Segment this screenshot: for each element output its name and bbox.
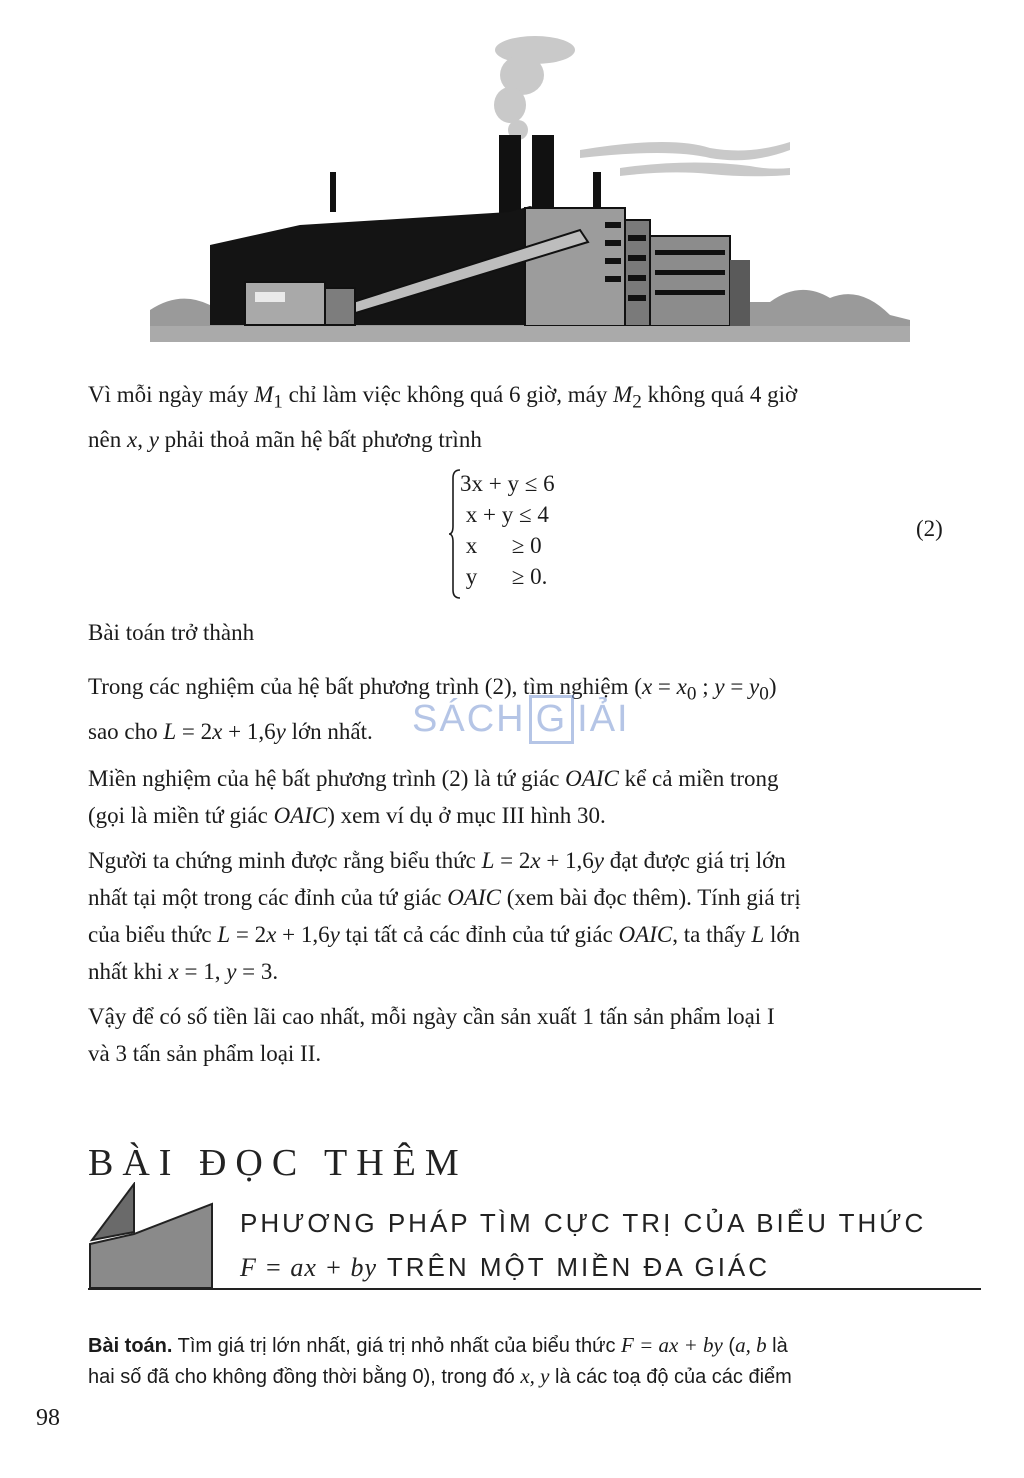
text: là các toạ độ của các điểm	[549, 1366, 792, 1388]
text: không quá 4 giờ	[641, 382, 798, 407]
math-var: OAIC	[273, 803, 328, 828]
text: Vì mỗi ngày máy	[88, 382, 255, 407]
text: = 2	[230, 922, 267, 947]
text: kể cả miền trong	[618, 766, 779, 791]
math-var: x	[212, 718, 223, 744]
math-var: L	[751, 922, 765, 947]
text: TRÊN MỘT MIỀN ĐA GIÁC	[377, 1252, 771, 1282]
text: = 2	[494, 848, 531, 873]
text: nên	[88, 426, 127, 452]
paragraph-problem-becomes: Bài toán trở thành	[88, 620, 255, 645]
section-title: BÀI ĐỌC THÊM	[88, 1142, 468, 1184]
math-var: L	[163, 718, 177, 744]
inequality-row: x + y ≤ 4	[460, 502, 549, 527]
text: tại tất cả các đỉnh của tứ giác	[339, 922, 619, 947]
subscript: 2	[632, 391, 642, 413]
math-var: y	[148, 426, 159, 452]
math-var: x	[168, 959, 179, 984]
inequality-row: y ≥ 0.	[460, 564, 548, 589]
math-expression: F = ax + by	[240, 1253, 378, 1282]
math-var: x	[530, 848, 541, 873]
text: = 3.	[236, 959, 279, 984]
text: (xem bài đọc thêm). Tính giá trị	[500, 885, 801, 910]
text: sao cho	[88, 718, 164, 744]
section-divider	[88, 1288, 981, 1290]
text: ,	[137, 426, 149, 452]
watermark-logo	[412, 695, 630, 744]
math-var: y	[329, 922, 340, 947]
watermark-text: G	[529, 695, 575, 744]
text: + 1,6	[540, 848, 594, 873]
watermark-text: SÁCH	[412, 698, 526, 740]
math-var: x	[126, 426, 138, 452]
section-subtitle-line2	[240, 1252, 770, 1283]
paragraph-machine-hours	[88, 376, 981, 458]
math-var: x	[641, 674, 653, 699]
inequality-row: 3x + y ≤ 6	[460, 471, 555, 496]
math-var: x, y	[520, 1364, 550, 1388]
text: và 3 tấn sản phẩm loại II.	[88, 1041, 322, 1066]
equation-label: (2)	[916, 516, 943, 541]
math-var: y	[714, 674, 725, 699]
math-expression: F = ax + by	[621, 1333, 723, 1357]
text: là	[766, 1335, 788, 1357]
paragraph-conclusion	[88, 998, 981, 1072]
text: ;	[696, 674, 715, 699]
subscript: 0	[759, 683, 769, 705]
text: = 1,	[178, 959, 227, 984]
inequality-row: x ≥ 0	[460, 533, 542, 558]
subscript: 0	[686, 683, 697, 705]
math-var: y	[226, 959, 237, 984]
text: + 1,6	[222, 718, 276, 744]
text: phải thoả mãn hệ bất phương trình	[158, 426, 482, 452]
problem-label: Bài toán.	[88, 1335, 173, 1357]
text: hai số đã cho không đồng thời bằng 0), trong đó	[88, 1366, 521, 1388]
text: )	[768, 674, 777, 699]
math-var: M	[613, 382, 633, 407]
problem-statement	[88, 1330, 981, 1392]
text: nhất tại một trong các đỉnh của tứ giác	[88, 885, 448, 910]
math-var: y	[749, 674, 760, 699]
text: (gọi là miền tứ giác	[88, 803, 274, 828]
text: Người ta chứng minh được rằng biểu thức	[88, 848, 482, 873]
inequality-system	[448, 468, 628, 600]
subscript: 1	[273, 391, 283, 413]
text: =	[652, 674, 677, 699]
text: Vậy để có số tiền lãi cao nhất, mỗi ngày cần sản xuất 1 tấn sản phẩm loại I	[88, 1004, 775, 1029]
math-var: OAIC	[447, 885, 501, 910]
math-var: a, b	[735, 1333, 767, 1357]
text: Tìm giá trị lớn nhất, giá trị nhỏ nhất của biểu thức	[172, 1335, 622, 1357]
math-var: y	[593, 848, 605, 873]
math-var: x	[676, 674, 687, 699]
text: lớn	[764, 922, 801, 947]
math-var: OAIC	[618, 922, 673, 947]
text: =	[724, 674, 750, 699]
text: ) xem ví dụ ở mục III hình 30.	[327, 803, 606, 828]
text: (	[722, 1335, 736, 1357]
paragraph-proof	[88, 842, 981, 990]
page-number: 98	[36, 1405, 60, 1431]
text: , ta thấy	[672, 922, 752, 947]
text: nhất khi	[88, 959, 169, 984]
math-var: L	[481, 848, 495, 873]
watermark-text: IẢI	[577, 698, 630, 740]
text: + 1,6	[276, 922, 330, 947]
math-var: M	[254, 382, 274, 407]
math-var: OAIC	[565, 766, 619, 791]
paragraph-solution-region	[88, 760, 981, 834]
factory-illustration	[150, 30, 910, 342]
text: = 2	[176, 718, 213, 744]
section-subtitle-line1: PHƯƠNG PHÁP TÌM CỰC TRỊ CỦA BIỂU THỨC	[240, 1208, 927, 1238]
math-var: x	[266, 922, 277, 947]
text: Trong các nghiệm của hệ bất phương trình (2), tìm nghiệm (	[88, 674, 642, 699]
text: Miền nghiệm của hệ bất phương trình (2) là tứ giác	[88, 766, 566, 791]
text: đạt được giá trị lớn	[604, 848, 786, 873]
math-var: L	[217, 922, 231, 947]
text: chỉ làm việc không quá 6 giờ, máy	[282, 382, 614, 407]
section-logo-shape	[88, 1182, 214, 1290]
math-var: y	[275, 718, 286, 744]
text: của biểu thức	[88, 922, 218, 947]
text: lớn nhất.	[285, 718, 373, 744]
